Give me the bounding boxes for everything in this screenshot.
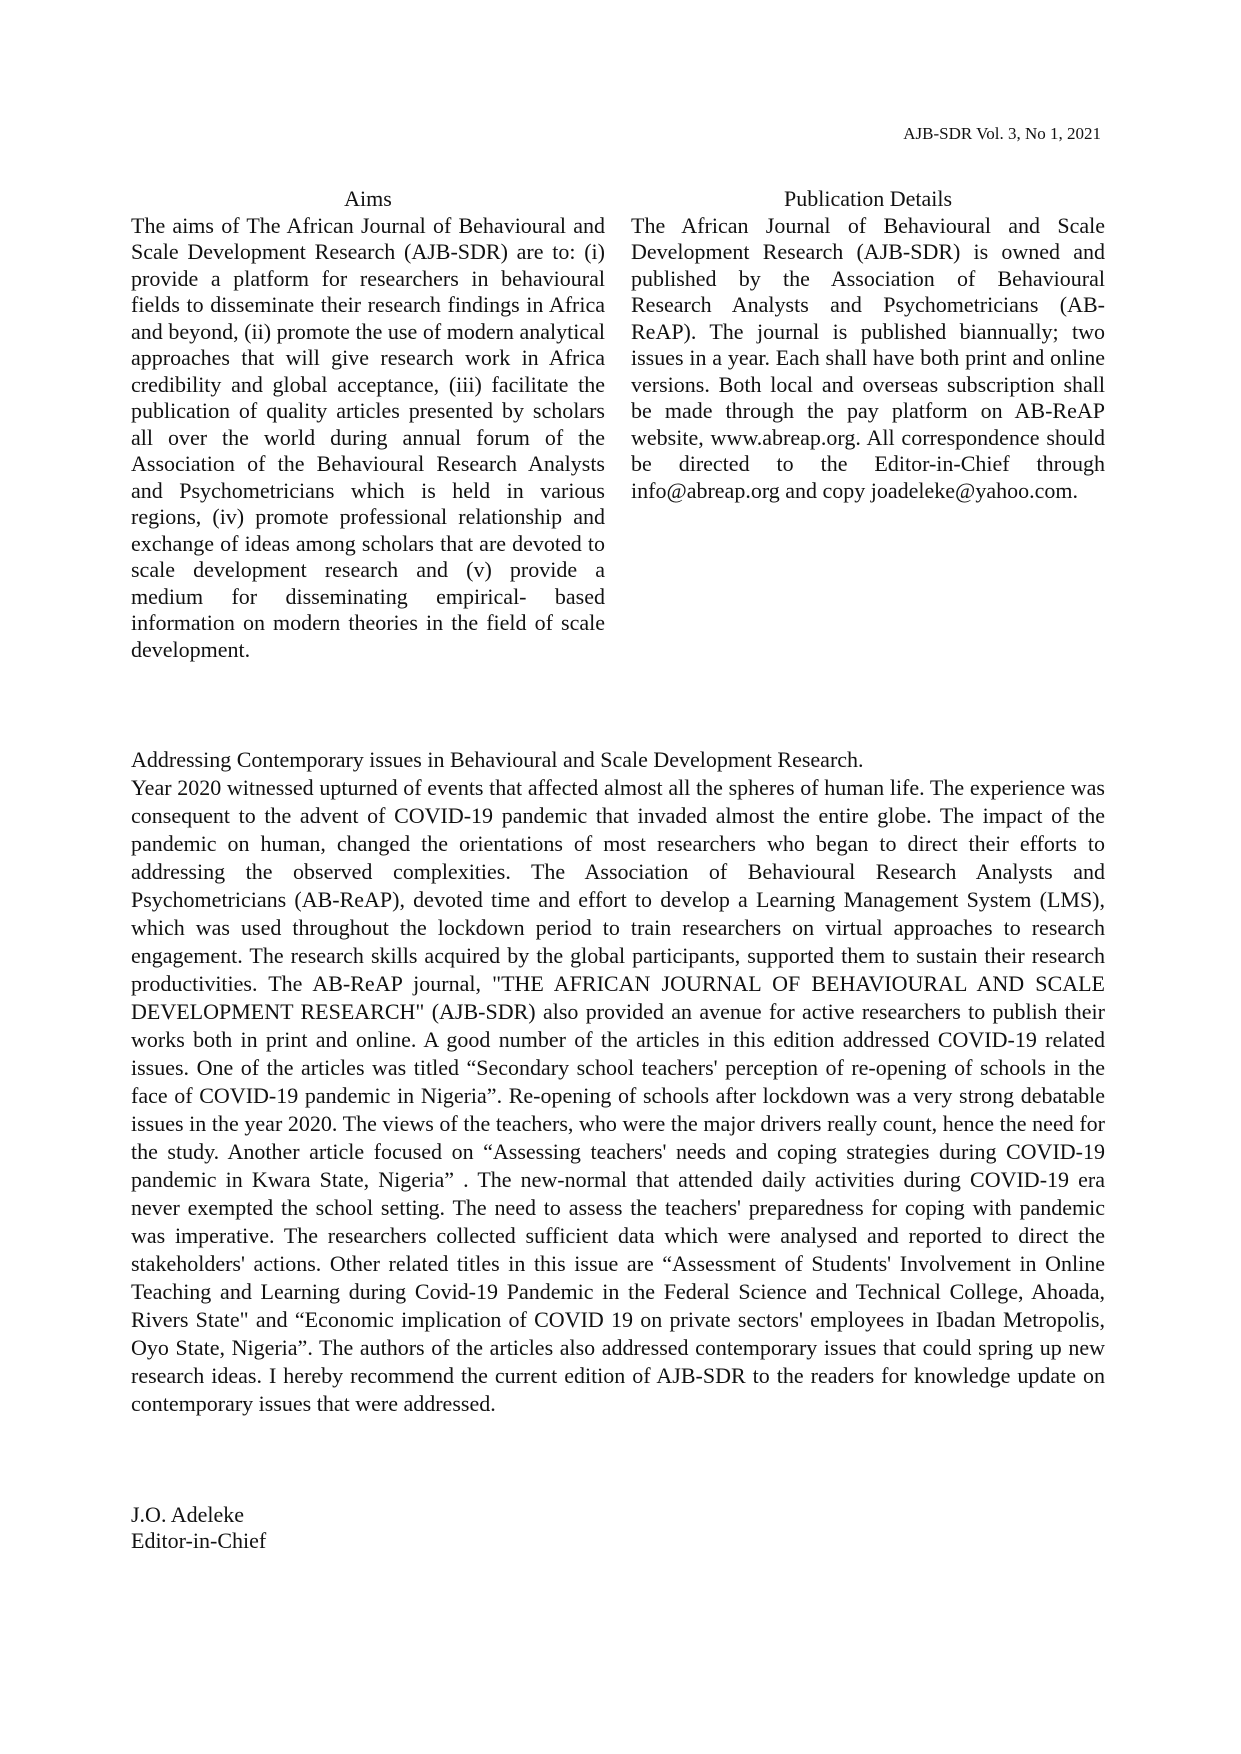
two-column-section bbox=[131, 186, 1105, 663]
editorial-title: Addressing Contemporary issues in Behavioural and Scale Development Research. bbox=[131, 747, 864, 772]
editorial-body: Year 2020 witnessed upturned of events that affected almost all the spheres of human life. The experience was consequent to the advent of COVID-19 pandemic that invaded almost the entire globe. The impact of the pandemic on human, changed the orientations of most researchers who began to direct their efforts to addressing the observed complexities. The Association of Behavioural Research Analysts and Psychometricians (AB-ReAP), devoted time and effort to develop a Learning Management System (LMS), which was used throughout the lockdown period to train researchers on virtual approaches to research engagement. The research skills acquired by the global participants, supported them to sustain their research productivities. The AB-ReAP journal, "THE AFRICAN JOURNAL OF BEHAVIOURAL AND SCALE DEVELOPMENT RESEARCH" (AJB-SDR) also provided an avenue for active researchers to publish their works both in print and online. A good number of the articles in this edition addressed COVID-19 related issues. One of the articles was titled “Secondary school teachers' perception of re-opening of schools in the face of COVID-19 pandemic in Nigeria”. Re-opening of schools after lockdown was a very strong debatable issues in the year 2020. The views of the teachers, who were the major drivers really count, hence the need for the study. Another article focused on “Assessing teachers' needs and coping strategies during COVID-19 pandemic in Kwara State, Nigeria” . The new-normal that attended daily activities during COVID-19 era never exempted the school setting. The need to assess the teachers' preparedness for coping with pandemic was imperative. The researchers collected sufficient data which were analysed and reported to direct the stakeholders' actions. Other related titles in this issue are “Assessment of Students' Involvement in Online Teaching and Learning during Covid-19 Pandemic in the Federal Science and Technical College, Ahoada, Rivers State" and “Economic implication of COVID 19 on private sectors' employees in Ibadan Metropolis, Oyo State, Nigeria”. The authors of the articles also addressed contemporary issues that could spring up new research ideas. I hereby recommend the current edition of AJB-SDR to the readers for knowledge update on contemporary issues that were addressed. bbox=[131, 775, 1105, 1416]
signature-name: J.O. Adeleke bbox=[131, 1502, 245, 1527]
signature-block bbox=[131, 1502, 266, 1554]
aims-heading: Aims bbox=[344, 186, 392, 211]
running-head: AJB-SDR Vol. 3, No 1, 2021 bbox=[903, 124, 1101, 143]
publication-details-body: The African Journal of Behavioural and Scale Development Research (AJB-SDR) is owned and published by the Association of Behavioural Research Analysts and Psychometricians (AB-ReAP). The journal is published biannually; two issues in a year. Each shall have both print and online versions. Both local and overseas subscription shall be made through the pay platform on AB-ReAP website, www.abreap.org. All correspondence should be directed to the Editor-in-Chief through info@abreap.org and copy joadeleke@yahoo.com. bbox=[631, 212, 1105, 503]
aims-body: The aims of The African Journal of Behavioural and Scale Development Research (AJB-SDR) are to: (i) provide a platform for researchers in behavioural fields to disseminate their research findings in Africa and beyond, (ii) promote the use of modern analytical approaches that will give research work in Africa credibility and global acceptance, (iii) facilitate the publication of quality articles presented by scholars all over the world during annual forum of the Association of the Behavioural Research Analysts and Psychometricians which is held in various regions, (iv) promote professional relationship and exchange of ideas among scholars that are devoted to scale development research and (v) provide a medium for disseminating empirical- based information on modern theories in the field of scale development. bbox=[131, 212, 605, 662]
signature-role: Editor-in-Chief bbox=[131, 1528, 267, 1553]
publication-details-column bbox=[631, 186, 1105, 663]
aims-column bbox=[131, 186, 605, 663]
editorial-section bbox=[131, 746, 1105, 1418]
publication-details-heading: Publication Details bbox=[783, 186, 953, 211]
